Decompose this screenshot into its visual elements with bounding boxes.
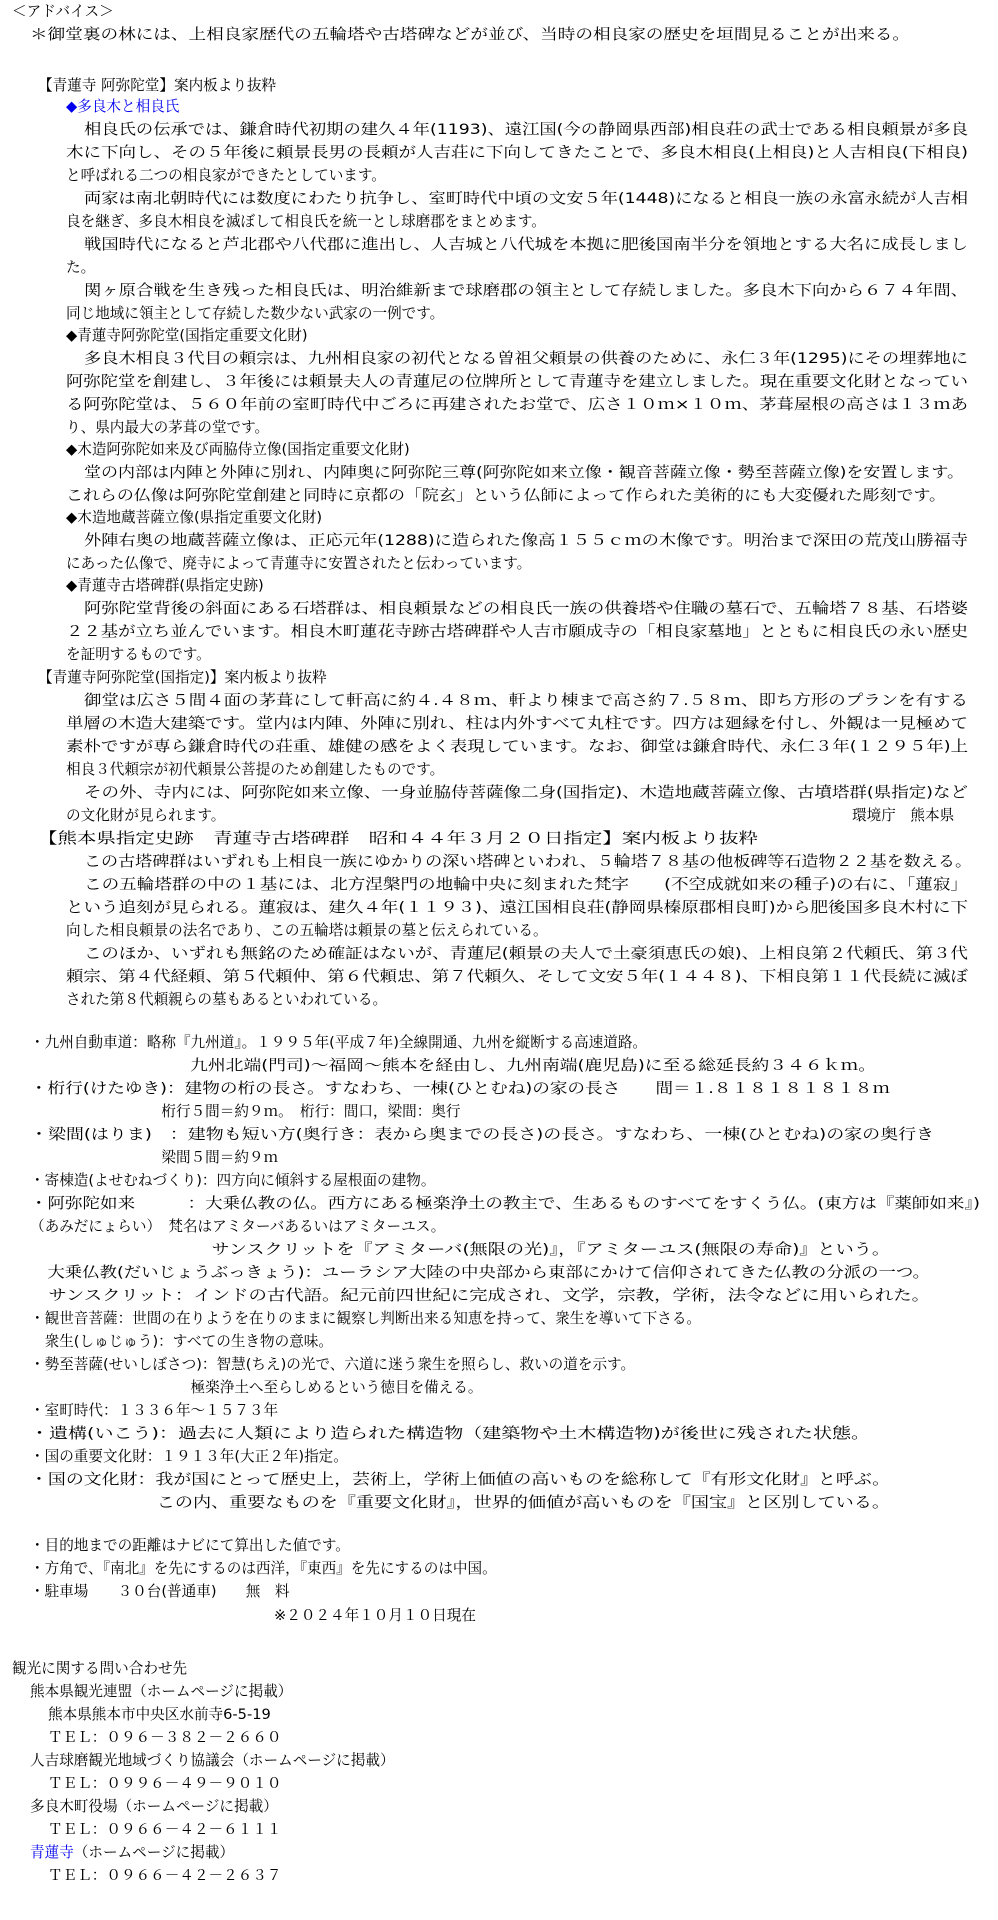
shorenji-link[interactable]: 青蓮寺 bbox=[30, 1844, 74, 1861]
glossary-line: ・寄棟造(よせむねづくり)：四方向に傾斜する屋根面の建物。 bbox=[30, 1172, 436, 1189]
paragraph-line: 単層の木造大建築です。堂内は内陣、外陣に別れ、柱は内外すべて丸柱です。四方は廻縁を付し、外観は一見極めて bbox=[66, 715, 968, 732]
subsection-title-amida-statue: ◆木造阿弥陀如来及び両脇侍立像(国指定重要文化財) bbox=[66, 441, 410, 458]
paragraph-line: という追刻が見られる。蓮寂は、建久４年(１１９３)、遠江国相良荘(静岡県榛原郡相良町)から肥後国多良木村に下 bbox=[66, 899, 968, 916]
glossary-line: ・室町時代：１３３６年～１５７３年 bbox=[30, 1402, 279, 1419]
paragraph-line: 同じ地域に領主として存続した数少ない武家の一例です。 bbox=[66, 305, 445, 322]
paragraph-line: 向した相良頼景の法名であり、この五輪塔は頼景の墓と伝えられている。 bbox=[66, 922, 548, 939]
paragraph-line: この五輪塔群の中の１基には、北方涅槃門の地輪中央に刻まれた梵字 (不空成就如来の種子)の右に、「蓮寂」 bbox=[84, 876, 968, 893]
subsection-title-amidado: ◆青蓮寺阿弥陀堂(国指定重要文化財) bbox=[66, 327, 308, 344]
paragraph-line: この古塔碑群はいずれも上相良一族にゆかりの深い塔碑といわれ、５輪塔７８基の他板碑等石造物２２基を数える。 bbox=[84, 853, 973, 870]
contacts-heading: 観光に関する問い合わせ先 bbox=[12, 1660, 188, 1677]
contact-tel: ＴＥＬ：０９６６－４２－６１１１ bbox=[48, 1821, 282, 1838]
glossary-line: 大乗仏教(だいじょうぶっきょう)：ユーラシア大陸の中央部から東部にかけて信仰されてきた仏教の分派の一つ。 bbox=[30, 1264, 930, 1281]
contact-name-suffix: （ホームページに掲載） bbox=[73, 1844, 235, 1861]
contact-tel: ＴＥＬ：０９９６－４９－９０１０ bbox=[48, 1775, 282, 1792]
as-of-date: ※２０２４年１０月１０日現在 bbox=[274, 1607, 476, 1624]
contact-tel: ＴＥＬ：０９６６－４２－２６３７ bbox=[48, 1867, 282, 1884]
paragraph-line: 相良氏の伝承では、鎌倉時代初期の建久４年(1193)、遠江国(今の静岡県西部)相良荘の武士である相良頼景が多良 bbox=[84, 121, 969, 138]
glossary-line: （あみだにょらい） 梵名はアミターバあるいはアミターユス。 bbox=[30, 1218, 446, 1235]
note-line: ・方角で、『南北』を先にするのは西洋，『東西』を先にするのは中国。 bbox=[30, 1560, 497, 1577]
paragraph-line: 多良木相良３代目の頼宗は、九州相良家の初代となる曽祖父頼景の供養のために、永仁３年(1295)にその埋葬地に bbox=[84, 350, 969, 367]
subsection-title-jizo: ◆木造地蔵菩薩立像(県指定重要文化財) bbox=[66, 509, 323, 526]
sign2-signature: 環境庁 熊本県 bbox=[852, 807, 955, 824]
glossary-line: 九州北端(門司)～福岡～熊本を経由し、九州南端(鹿児島)に至る総延長約３４６ｋｍ。 bbox=[30, 1057, 877, 1074]
glossary-line: ・国の重要文化財：１９１３年(大正２年)指定。 bbox=[30, 1448, 348, 1465]
glossary-line: ・九州自動車道：略称『九州道』。１９９５年(平成７年)全線開通、九州を縦断する高速道路。 bbox=[30, 1034, 648, 1051]
glossary-line: サンスクリットを『アミターバ(無限の光)』，『アミターユス(無限の寿命)』という。 bbox=[30, 1241, 891, 1258]
glossary-line: 衆生(しゅじゅう)：すべての生き物の意味。 bbox=[30, 1333, 333, 1350]
paragraph-line: 戦国時代になると芦北郡や八代郡に進出し、人吉城と八代城を本拠に肥後国南半分を領地とする大名に成長しまし bbox=[84, 236, 969, 253]
subsection-title-taragi[interactable]: ◆多良木と相良氏 bbox=[66, 98, 180, 115]
paragraph-line: 阿弥陀堂を創建し、３年後には頼景夫人の青蓮尼の位牌所として青蓮寺を建立しました。現在重要文化財となってい bbox=[66, 373, 969, 390]
subsection-title-kotohi: ◆青蓮寺古塔碑群(県指定史跡) bbox=[66, 577, 264, 594]
paragraph-line: 相良３代頼宗が初代頼景公菩提のため創建したものです。 bbox=[66, 761, 445, 778]
glossary-line: ・桁行(けたゆき)：建物の桁の長さ。すなわち、一棟(ひとむね)の家の長さ 間＝１.８１８１８１８１８ｍ bbox=[30, 1080, 891, 1097]
glossary-line: ・国の文化財：我が国にとって歴史上，芸術上，学術上価値の高いものを総称して『有形文化財』と呼ぶ。 bbox=[30, 1471, 891, 1488]
note-line: ・駐車場 ３０台(普通車) 無 料 bbox=[30, 1583, 290, 1600]
glossary-line: サンスクリット：インドの古代語。紀元前四世紀に完成され、文学，宗教，学術，法令などに用いられた。 bbox=[30, 1287, 931, 1304]
paragraph-line: その外、寺内には、阿弥陀如来立像、一身並脇侍菩薩像二身(国指定)、木造地蔵菩薩立像、古墳塔群(県指定)など bbox=[84, 784, 968, 801]
paragraph-line: と呼ばれる二つの相良家ができたとしています。 bbox=[66, 167, 386, 184]
paragraph-line: 良を継ぎ、多良木相良を滅ぼして相良氏を統一とし球磨郡をまとめます。 bbox=[66, 213, 546, 230]
paragraph-line: 頼宗、第４代経頼、第５代頼仲、第６代頼忠、第７代頼久、そして文安５年(１４４８)、下相良第１１代長続に滅ぼ bbox=[66, 968, 968, 985]
glossary-line: 桁行５間＝約９ｍ。 桁行：間口，梁間：奥行 bbox=[30, 1103, 461, 1120]
advice-heading: ＜アドバイス＞ bbox=[12, 3, 114, 20]
note-line: ・目的地までの距離はナビにて算出した値です。 bbox=[30, 1537, 350, 1554]
contact-name bbox=[30, 1844, 234, 1862]
glossary-line: ・勢至菩薩(せいしぼさつ)：智慧(ちえ)の光で、六道に迷う衆生を照らし、救いの道を示す。 bbox=[30, 1356, 636, 1373]
glossary-line: この内、重要なものを『重要文化財』，世界的価値が高いものを『国宝』と区別している。 bbox=[30, 1494, 891, 1511]
paragraph-line: 外陣右奥の地蔵菩薩立像は、正応元年(1288)に造られた像高１５５ｃｍの木像です。明治まで深田の荒茂山勝福寺 bbox=[84, 532, 968, 549]
paragraph-line: 関ヶ原合戦を生き残った相良氏は、明治維新まで球磨郡の領主として存続しました。多良木下向から６７４年間、 bbox=[84, 282, 969, 299]
glossary-line: 極楽浄土へ至らしめるという徳目を備える。 bbox=[30, 1379, 483, 1396]
contact-address: 熊本県熊本市中央区水前寺6-5-19 bbox=[48, 1706, 271, 1723]
advice-line: ＊御堂裏の林には、上相良家歴代の五輪塔や古塔碑などが並び、当時の相良家の歴史を垣間見ることが出来る。 bbox=[30, 26, 911, 43]
paragraph-line: これらの仏像は阿弥陀堂創建と同時に京都の「院玄」という仏師によって作られた美術的にも大変優れた彫刻です。 bbox=[66, 487, 947, 504]
paragraph-line: た。 bbox=[66, 259, 96, 276]
glossary-line: ・遺構(いこう)：過去に人類により造られた構造物（建築物や土木構造物)が後世に残された状態。 bbox=[30, 1425, 871, 1442]
paragraph-line: ２２基が立ち並んでいます。相良木町蓮花寺跡古塔碑群や人吉市願成寺の「相良家墓地」とともに相良氏の永い歴史 bbox=[66, 623, 968, 640]
paragraph-line: を証明するものです。 bbox=[66, 646, 211, 663]
paragraph-line: このほか、いずれも無銘のため確証はないが、青蓮尼(頼景の夫人で土豪須恵氏の娘)、上相良第２代頼氏、第３代 bbox=[84, 945, 968, 962]
glossary-line: ・梁間(はりま) ：建物も短い方(奥行き：表から奥までの長さ)の長さ。すなわち、一棟(ひとむね)の家の奥行き bbox=[30, 1126, 935, 1143]
glossary-line: ・阿弥陀如来 ：大乗仏教の仏。西方にある極楽浄土の教主で、生あるものすべてをすくう仏。(東方は『薬師如来』) bbox=[30, 1195, 980, 1212]
paragraph-line: の文化財が見られます。 bbox=[66, 807, 226, 824]
glossary-line: 梁間５間＝約９ｍ bbox=[30, 1149, 279, 1166]
paragraph-line: 木に下向し、その５年後に頼景長男の長頼が人吉荘に下向してきたことで、多良木相良(上相良)と人吉相良(下相良) bbox=[66, 144, 969, 161]
contact-name: 人吉球磨観光地域づくり協議会（ホームページに掲載） bbox=[30, 1752, 395, 1769]
sign2-heading: 【青蓮寺阿弥陀堂(国指定)】案内板より抜粋 bbox=[38, 669, 327, 686]
contact-name: 熊本県観光連盟（ホームページに掲載） bbox=[30, 1683, 293, 1700]
contact-name: 多良木町役場（ホームページに掲載） bbox=[30, 1798, 278, 1815]
paragraph-line: り、県内最大の茅葺の堂です。 bbox=[66, 419, 270, 436]
paragraph-line: る阿弥陀堂は、５６０年前の室町時代中ごろに再建されたお堂で、広さ１０ｍ×１０ｍ、茅葺屋根の高さは１３ｍあ bbox=[66, 396, 969, 413]
paragraph-line: 御堂は広さ５間４面の茅葺にして軒高に約４.４８ｍ、軒より棟まで高さ約７.５８ｍ、即ち方形のプランを有する bbox=[84, 692, 968, 709]
contact-tel: ＴＥＬ：０９６－３８２－２６６０ bbox=[48, 1729, 282, 1746]
paragraph-line: 堂の内部は内陣と外陣に別れ、内陣奥に阿弥陀三尊(阿弥陀如来立像・観音菩薩立像・勢至菩薩立像)を安置します。 bbox=[84, 464, 965, 481]
paragraph-line: 阿弥陀堂背後の斜面にある石塔群は、相良頼景などの相良氏一族の供養塔や住職の墓石で、五輪塔７８基、石塔婆 bbox=[84, 600, 969, 617]
sign3-heading: 【熊本県指定史跡 青蓮寺古塔碑群 昭和４４年３月２０日指定】案内板より抜粋 bbox=[38, 830, 759, 847]
paragraph-line: 素朴ですが専ら鎌倉時代の荘重、雄健の感をよく表現しています。なお、御堂は鎌倉時代、永仁３年(１２９５年)上 bbox=[66, 738, 969, 755]
sign1-heading: 【青蓮寺 阿弥陀堂】案内板より抜粋 bbox=[38, 77, 277, 94]
paragraph-line: 両家は南北朝時代には数度にわたり抗争し、室町時代中頃の文安５年(1448)になると相良一族の永富永続が人吉相 bbox=[84, 190, 969, 207]
paragraph-line: された第８代頼親らの墓もあるといわれている。 bbox=[66, 991, 388, 1008]
paragraph-line: にあった仏像で、廃寺によって青蓮寺に安置されたと伝わっています。 bbox=[66, 555, 532, 572]
glossary-line: ・観世音菩薩：世間の在りようを在りのままに観察し判断出来る知恵を持って、衆生を導いて下さる。 bbox=[30, 1310, 702, 1327]
